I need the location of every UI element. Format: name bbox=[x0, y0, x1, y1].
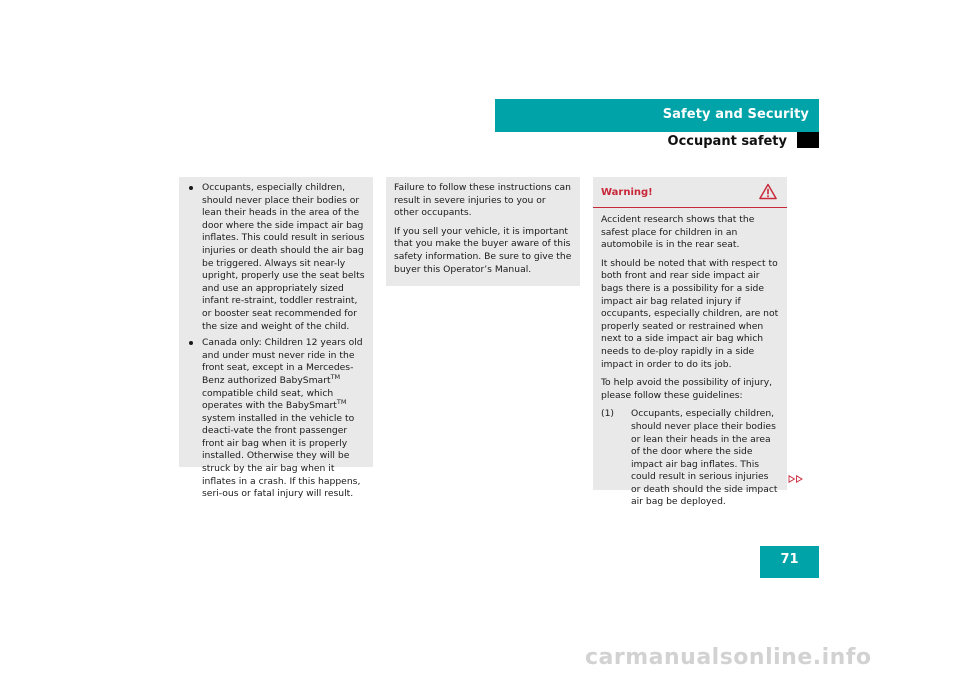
bullet-text bbox=[202, 337, 365, 501]
warning-panel bbox=[593, 177, 787, 508]
section-subtitle: Occupant safety bbox=[667, 134, 787, 149]
warning-triangle-icon bbox=[759, 183, 777, 200]
header-band bbox=[495, 99, 819, 132]
warning-title: Warning! bbox=[601, 187, 653, 198]
numbered-item-text: Occupants, especially children, should never place their bodies or lean their heads in the area of the door where the side impact air bag inflates. This could result in serious injuries or death should the side impact air bag be deployed. bbox=[631, 408, 778, 508]
child-safety-notes-panel bbox=[179, 177, 373, 500]
page-number-box bbox=[760, 546, 819, 578]
bullet-dot-icon bbox=[189, 341, 193, 345]
paragraph: Accident research shows that the safest place for children in an automobile is in the rear seat. bbox=[601, 214, 755, 251]
header-subtitle-row bbox=[495, 132, 819, 150]
section-tab-marker bbox=[797, 132, 819, 148]
bullet-text-part: system installed in the vehicle to deacti-vate the front passenger front air bag when it is properly installed. Otherwise they will be struck by the air bag when it inflates in a crash. If this happens, seri-ous or fatal injury will result. bbox=[202, 412, 361, 500]
paragraph: It should be noted that with respect to both front and rear side impact air bags there is a possibility for a side impact air bag related injury if occupants, especially children, are not properly seated or restrained when next to a side impact air bag which needs to de-ploy rapidly in a side impact in order to do its job. bbox=[601, 257, 779, 370]
bullet-text-part: Canada only: Children 12 years old and under must never ride in the front seat, except in a Mercedes-Benz authorized BabySmart bbox=[202, 337, 363, 386]
instructions-panel bbox=[386, 177, 580, 286]
trademark-mark: TM bbox=[330, 372, 341, 381]
warning-body bbox=[593, 208, 787, 509]
numbered-item bbox=[601, 408, 779, 509]
warning-header bbox=[593, 177, 787, 208]
bullet-text-part: compatible child seat, which operates with the BabySmart bbox=[202, 387, 337, 412]
bullet-item bbox=[189, 182, 365, 333]
double-triangle-right-icon bbox=[788, 475, 804, 483]
footer-watermark: carmanualsonline.info bbox=[585, 645, 872, 670]
page-number: 71 bbox=[780, 552, 799, 567]
bullet-dot-icon bbox=[189, 186, 193, 190]
bullet-text: Occupants, especially children, should never place their bodies or lean their heads in the area of the door where the side impact air bag inflates. This could result in serious injuries or death should the air bag be triggered. Always sit near-ly upright, properly use the seat belts and use an appropriately sized infant re-straint, toddler restraint, or booster seat recommended for the size and weight of the child. bbox=[202, 182, 365, 332]
paragraph: To help avoid the possibility of injury, please follow these guidelines: bbox=[601, 377, 773, 401]
section-title: Safety and Security bbox=[662, 107, 809, 122]
trademark-mark: TM bbox=[336, 398, 347, 407]
bullet-item bbox=[189, 337, 365, 501]
paragraph: Failure to follow these instructions can result in severe injuries to you or other occupants. bbox=[394, 182, 571, 219]
paragraph: If you sell your vehicle, it is important that you make the buyer aware of this safety information. Be sure to give the buyer this Operator’s Manual. bbox=[394, 225, 572, 275]
numbered-item-label: (1) bbox=[601, 408, 615, 420]
